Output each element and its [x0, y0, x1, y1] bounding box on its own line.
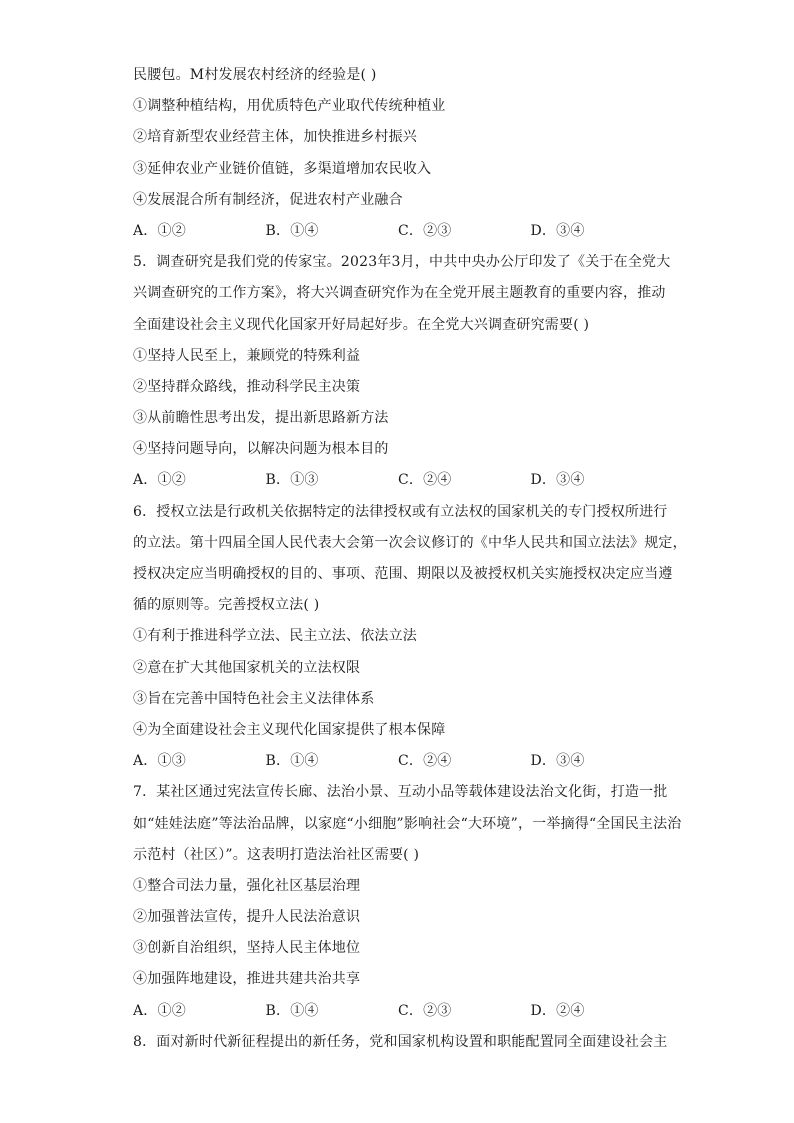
answer-option: D．②④ — [530, 1002, 585, 1019]
answer-options — [133, 996, 663, 1027]
text-line: ④为全面建设社会主义现代化国家提供了根本保障 — [133, 721, 446, 738]
answer-option: B．①④ — [265, 222, 319, 239]
text-line: ③创新自治组织，坚持人民主体地位 — [133, 940, 361, 957]
text-line: ③从前瞻性思考出发，提出新思路新方法 — [133, 410, 389, 427]
text-line: ②坚持群众路线，推动科学民主决策 — [133, 378, 361, 395]
text-line: ③旨在完善中国特色社会主义法律体系 — [133, 690, 375, 707]
answer-option: C．②④ — [398, 753, 452, 770]
answer-option: D．③④ — [530, 753, 585, 770]
answer-option: C．②④ — [398, 472, 452, 489]
text-line: 循的原则等。完善授权立法( ) — [133, 597, 320, 614]
text-line: ④加强阵地建设，推进共建共治共享 — [133, 971, 361, 988]
text-line: 民腰包。M村发展农村经济的经验是( ) — [133, 67, 377, 83]
text-line: ③延伸农业产业链价值链，多渠道增加农民收入 — [133, 160, 432, 177]
text-line: 8．面对新时代新征程提出的新任务，党和国家机构设置和职能配置同全面建设社会主 — [133, 1033, 668, 1050]
text-line: ①有利于推进科学立法、民主立法、依法立法 — [133, 628, 417, 645]
answer-option: D．③④ — [530, 472, 585, 489]
answer-option: A．①② — [133, 472, 186, 489]
answer-options — [133, 465, 663, 496]
text-line: 全面建设社会主义现代化国家开好局起好步。在全党大兴调查研究需要( ) — [133, 316, 590, 333]
document-page — [133, 60, 687, 1058]
answer-option: A．①② — [133, 1002, 186, 1019]
text-line: ②加强普法宣传，提升人民法治意识 — [133, 909, 361, 926]
text-line: 兴调查研究的工作方案》，将大兴调查研究作为在全党开展主题教育的重要内容，推动 — [133, 285, 666, 302]
answer-option: A．①③ — [133, 753, 186, 770]
answer-option: D．③④ — [530, 222, 585, 239]
answer-option: B．①④ — [265, 753, 319, 770]
text-line: ②培育新型农业经营主体，加快推进乡村振兴 — [133, 129, 417, 146]
text-line: 5．调查研究是我们党的传家宝。2023年3月，中共中央办公厅印发了《关于在全党大 — [133, 254, 671, 271]
answer-option: B．①④ — [265, 1002, 319, 1019]
text-line: 7．某社区通过宪法宣传长廊、法治小景、互动小品等载体建设法治文化街，打造一批 — [133, 784, 668, 801]
text-line: ④发展混合所有制经济，促进农村产业融合 — [133, 191, 403, 208]
answer-option: A．①② — [133, 222, 186, 239]
text-line: 示范村（社区）”。这表明打造法治社区需要( ) — [133, 846, 420, 863]
answer-options — [133, 746, 663, 777]
text-line: 6．授权立法是行政机关依据特定的法律授权或有立法权的国家机关的专门授权所进行 — [133, 503, 668, 520]
text-line: ①坚持人民至上，兼顾党的特殊利益 — [133, 347, 361, 364]
text-line: 如“娃娃法庭”等法治品牌，以家庭“小细胞”影响社会“大环境”，一举摘得“全国民主法治 — [133, 815, 682, 832]
text-line: ②意在扩大其他国家机关的立法权限 — [133, 659, 361, 676]
answer-option: C．②③ — [398, 222, 452, 239]
answer-options — [133, 216, 663, 247]
answer-option: C．②③ — [398, 1002, 452, 1019]
answer-option: B．①③ — [265, 472, 319, 489]
text-line: 的立法。第十四届全国人民代表大会第一次会议修订的《中华人民共和国立法法》规定， — [133, 534, 687, 551]
text-line: ①整合司法力量，强化社区基层治理 — [133, 877, 361, 894]
text-line: 授权决定应当明确授权的目的、事项、范围、期限以及被授权机关实施授权决定应当遵 — [133, 566, 673, 582]
text-line: ④坚持问题导向，以解决问题为根本目的 — [133, 441, 389, 458]
text-line: ①调整种植结构，用优质特色产业取代传统种植业 — [133, 98, 446, 115]
